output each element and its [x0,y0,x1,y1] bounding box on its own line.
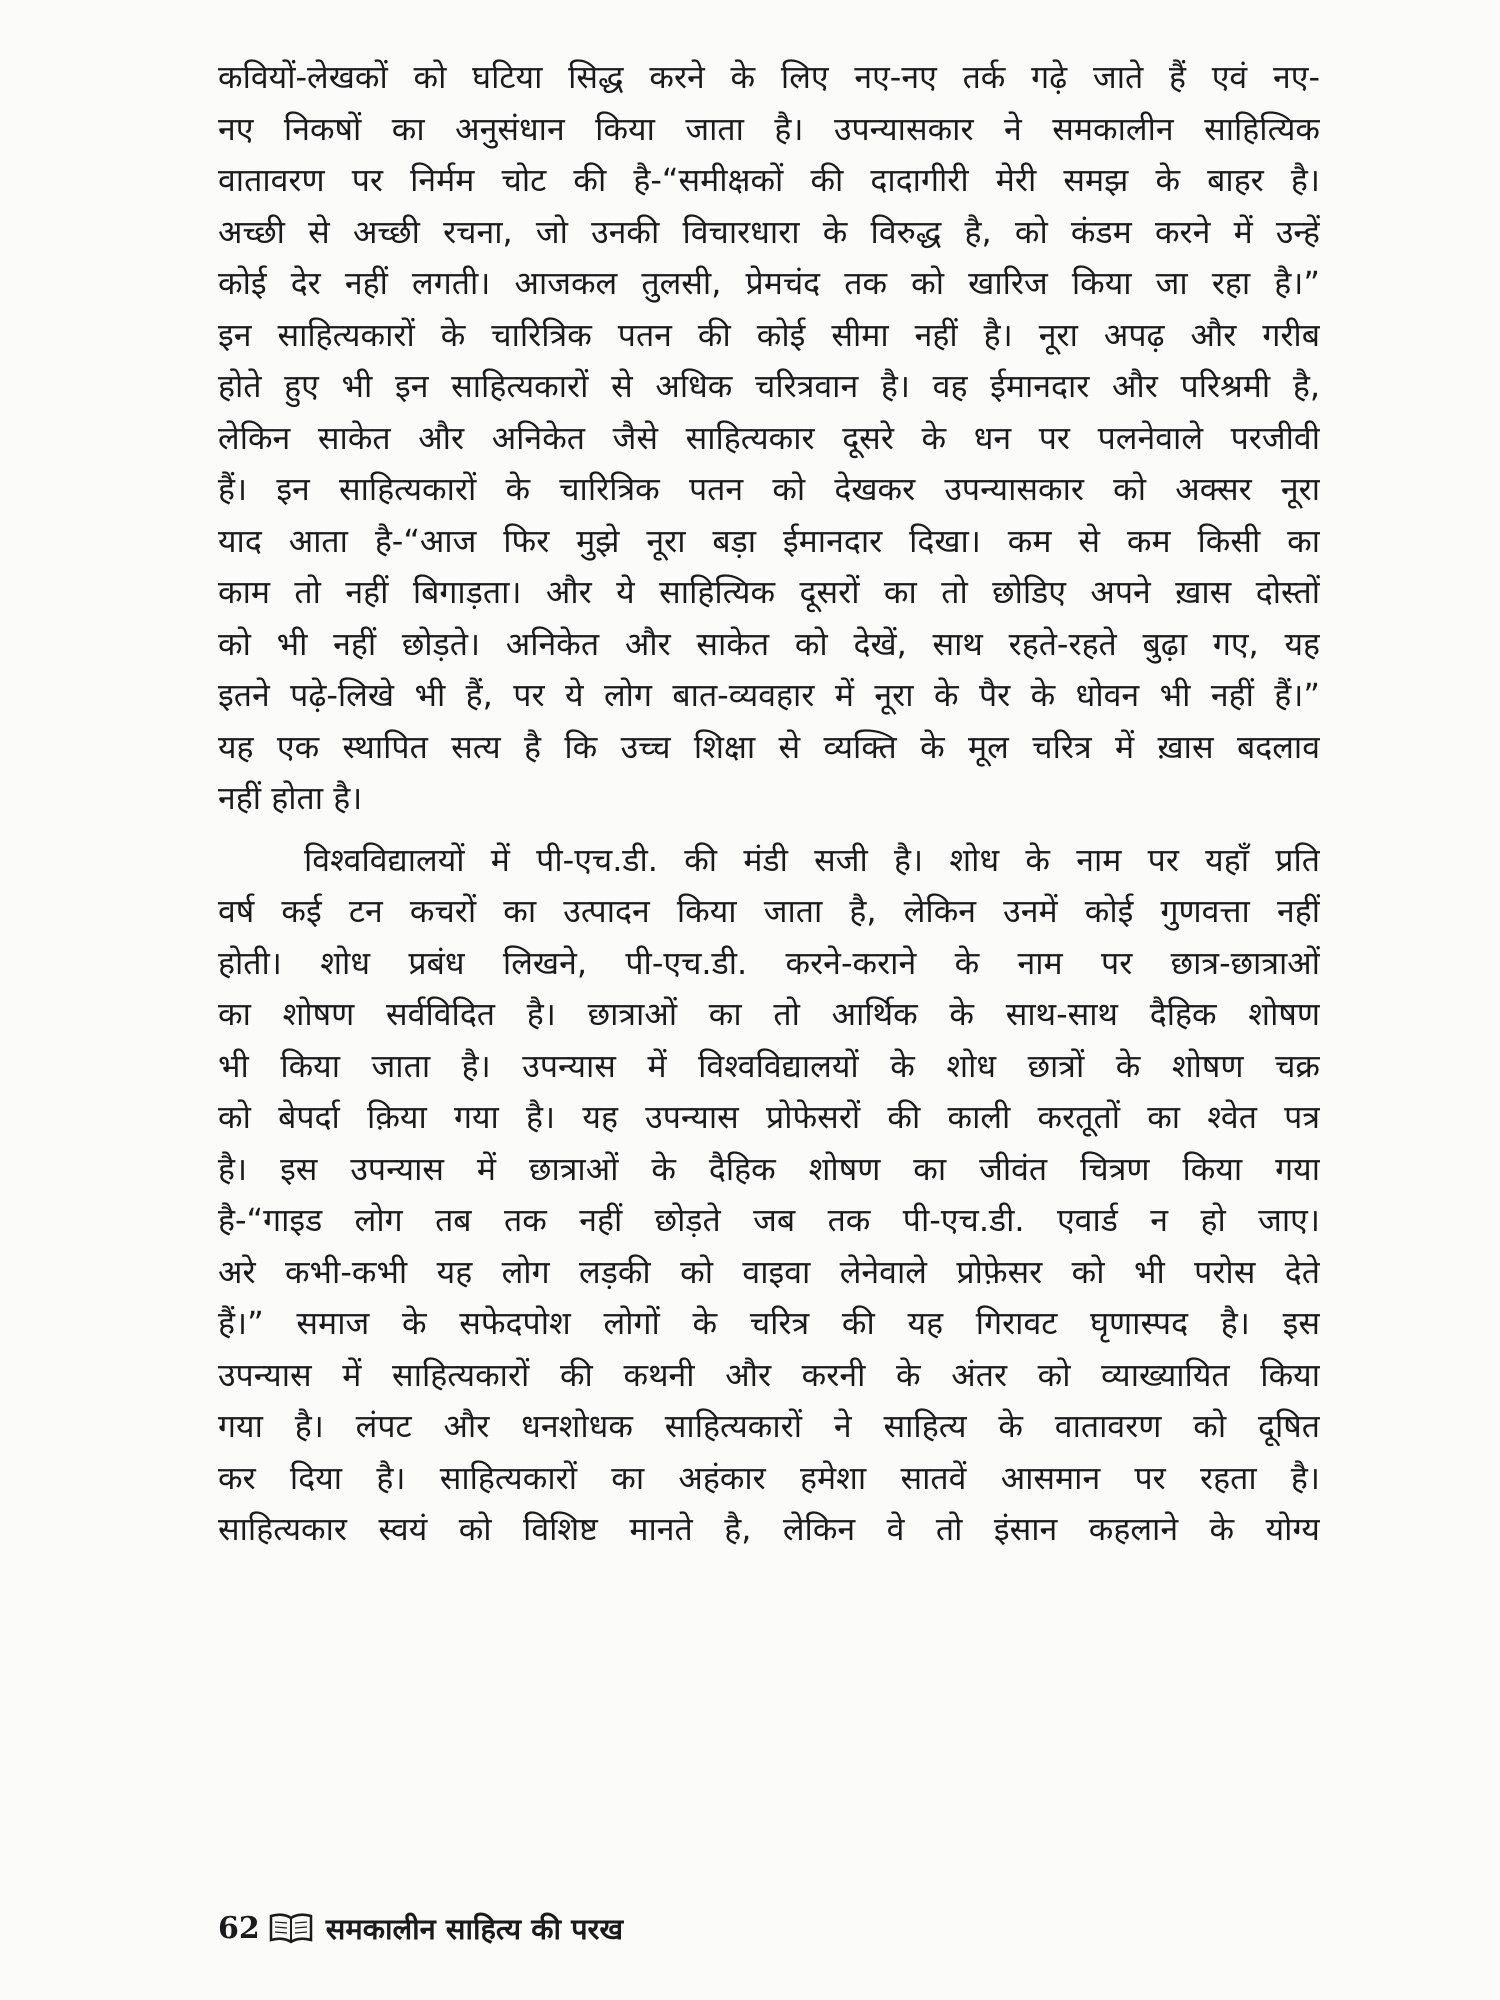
text-line: उपन्यास में साहित्यकारों की कथनी और करनी के अंतर को व्याख्यायित किया [218,1355,1320,1394]
text-line: अरे कभी-कभी यह लोग लड़की को वाइवा लेनेवाले प्रोफ़ेसर को भी परोस देते [218,1252,1320,1291]
text-line: भी किया जाता है। उपन्यास में विश्वविद्यालयों के शोध छात्रों के शोषण चक्र [218,1046,1320,1085]
page-number: 62 [218,1910,260,1946]
text-line: है। इस उपन्यास में छात्राओं के दैहिक शोषण का जीवंत चित्रण किया गया [218,1149,1320,1188]
text-line: काम तो नहीं बिगाड़ता। और ये साहित्यिक दूसरों का तो छोडिए अपने ख़ास दोस्तों [218,573,1320,611]
text-line: विश्वविद्यालयों में पी-एच.डी. की मंडी सजी है। शोध के नाम पर यहाँ प्रति [304,840,1320,879]
text-line: गया है। लंपट और धनशोधक साहित्यकारों ने साहित्य के वातावरण को दूषित [218,1407,1320,1445]
body-text [218,52,1320,1556]
book-title: समकालीन साहित्य की परख [325,1911,624,1946]
paragraph-2 [218,835,1320,1556]
text-line: नए निकषों का अनुसंधान किया जाता है। उपन्यासकार ने समकालीन साहित्यिक [218,109,1320,148]
text-line: हैं।” समाज के सफेदपोश लोगों के चरित्र की यह गिरावट घृणास्पद है। इस [218,1304,1320,1342]
text-line: कर दिया है। साहित्यकारों का अहंकार हमेशा सातवें आसमान पर रहता है। [218,1458,1320,1497]
text-line: हैं। इन साहित्यकारों के चारित्रिक पतन को देखकर उपन्यासकार को अक्सर नूरा [218,470,1320,508]
text-line: वर्ष कई टन कचरों का उत्पादन किया जाता है, लेकिन उनमें कोई गुणवत्ता नहीं [218,892,1320,930]
text-line: लेकिन साकेत और अनिकेत जैसे साहित्यकार दूसरे के धन पर पलनेवाले परजीवी [218,418,1320,457]
page-footer [218,1906,623,1950]
text-line: होती। शोध प्रबंध लिखने, पी-एच.डी. करने-कराने के नाम पर छात्र-छात्राओं [218,943,1320,982]
text-line: को बेपर्दा क़िया गया है। यह उपन्यास प्रोफेसरों की काली करतूतों का श्वेत पत्र [218,1098,1320,1136]
open-book-icon [268,1911,314,1945]
text-line: अच्छी से अच्छी रचना, जो उनकी विचारधारा के विरुद्ध है, को कंडम करने में उन्हें [218,212,1320,251]
text-line: वातावरण पर निर्मम चोट की है-“समीक्षकों की दादागीरी मेरी समझ के बाहर है। [218,161,1320,199]
paragraph-1 [218,52,1320,825]
text-line: याद आता है-“आज फिर मुझे नूरा बड़ा ईमानदार दिखा। कम से कम किसी का [218,521,1320,560]
text-line: को भी नहीं छोड़ते। अनिकेत और साकेत को देखें, साथ रहते-रहते बुढ़ा गए, यह [218,624,1320,663]
text-line: साहित्यकार स्वयं को विशिष्ट मानते है, लेकिन वे तो इंसान कहलाने के योग्य [218,1510,1320,1548]
text-line: का शोषण सर्वविदित है। छात्राओं का तो आर्थिक के साथ-साथ दैहिक शोषण [218,995,1320,1033]
text-line: इन साहित्यकारों के चारित्रिक पतन की कोई सीमा नहीं है। नूरा अपढ़ और गरीब [218,315,1320,354]
text-line: कोई देर नहीं लगती। आजकल तुलसी, प्रेमचंद तक को खारिज किया जा रहा है।” [218,264,1320,302]
text-line: यह एक स्थापित सत्य है कि उच्च शिक्षा से व्यक्ति के मूल चरित्र में ख़ास बदलाव [218,727,1320,766]
text-line: इतने पढ़े-लिखे भी हैं, पर ये लोग बात-व्यवहार में नूरा के पैर के धोवन भी नहीं हैं।” [218,676,1320,714]
text-line: नहीं होता है। [218,779,363,817]
text-line: है-“गाइड लोग तब तक नहीं छोड़ते जब तक पी-एच.डी. एवार्ड न हो जाए। [218,1201,1320,1239]
text-line: होते हुए भी इन साहित्यकारों से अधिक चरित्रवान है। वह ईमानदार और परिश्रमी है, [218,367,1320,405]
text-line: कवियों-लेखकों को घटिया सिद्ध करने के लिए नए-नए तर्क गढ़े जाते हैं एवं नए- [218,58,1320,96]
paragraph-gap [218,825,1320,835]
